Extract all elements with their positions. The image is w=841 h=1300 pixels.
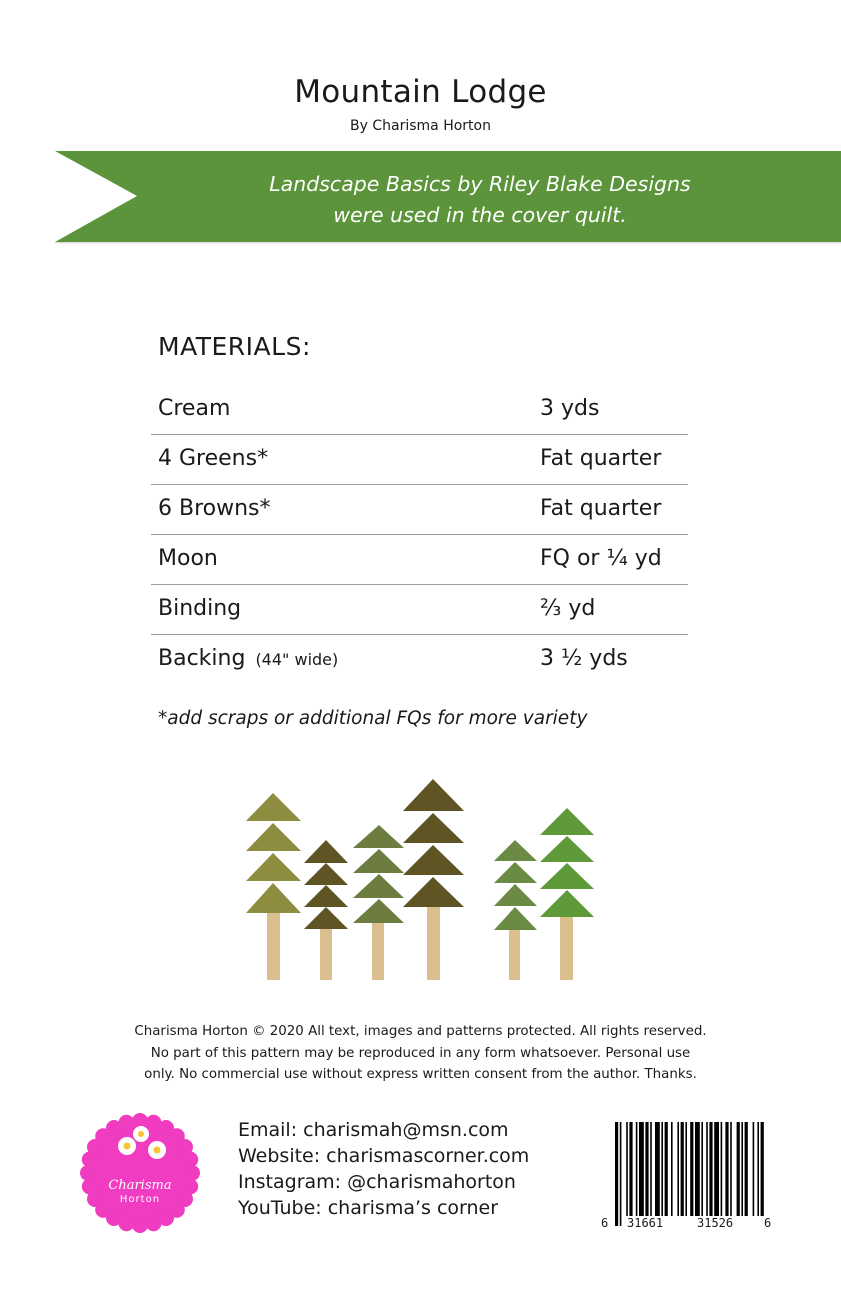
table-row — [151, 585, 688, 635]
barcode-bar — [685, 1122, 687, 1216]
material-name: Moon — [158, 546, 218, 571]
barcode-bar — [690, 1122, 693, 1216]
contact-info — [238, 1117, 529, 1221]
fabric-banner — [55, 151, 841, 244]
barcode-bar — [655, 1122, 660, 1216]
material-name-text: Backing — [158, 646, 246, 671]
table-row — [151, 535, 688, 585]
tree-2 — [304, 840, 348, 980]
barcode-bar — [639, 1122, 644, 1216]
barcode-bar — [745, 1122, 748, 1216]
copyright-line-3: only. No commercial use without express written consent from the author. Thanks. — [144, 1067, 697, 1082]
barcode-bar — [677, 1122, 679, 1216]
material-amount: Fat quarter — [540, 446, 662, 471]
copyright-line-1: Charisma Horton © 2020 All text, images and patterns protected. All rights reserved. — [134, 1024, 707, 1039]
barcode-bar — [636, 1122, 638, 1216]
logo-name: Charisma — [108, 1178, 172, 1193]
scalloped-badge-icon — [79, 1112, 201, 1234]
trees-illustration — [240, 775, 600, 980]
barcode-lead-digit: 6 — [601, 1216, 609, 1230]
barcode-bar — [714, 1122, 719, 1216]
barcode-bar — [741, 1122, 743, 1216]
page-title: Mountain Lodge — [294, 74, 547, 110]
table-row — [151, 485, 688, 535]
barcode-bar — [626, 1122, 628, 1216]
tree-3 — [353, 825, 404, 980]
barcode-bar — [725, 1122, 728, 1216]
barcode-bar — [757, 1122, 759, 1216]
material-amount: 3 yds — [540, 396, 600, 421]
contact-email[interactable]: Email: charismah@msn.com — [238, 1119, 509, 1141]
barcode-bar — [695, 1122, 700, 1216]
table-row — [151, 635, 688, 685]
contact-youtube[interactable]: YouTube: charisma’s corner — [238, 1197, 499, 1219]
material-amount: FQ or ¼ yd — [540, 546, 662, 571]
barcode-digits — [600, 1216, 775, 1232]
barcode-bar — [615, 1122, 618, 1226]
barcode-bar — [709, 1122, 712, 1216]
materials-table — [151, 385, 688, 685]
author-byline: By Charisma Horton — [350, 118, 491, 134]
banner-line-1: Landscape Basics by Riley Blake Designs — [269, 172, 691, 196]
table-row — [151, 385, 688, 435]
barcode-bar — [721, 1122, 723, 1216]
material-name: 6 Browns* — [158, 496, 271, 521]
tree-1 — [246, 793, 301, 980]
barcode-group-2: 31526 — [697, 1216, 734, 1230]
barcode-bar — [681, 1122, 684, 1216]
table-row — [151, 435, 688, 485]
barcode-bar — [620, 1122, 622, 1226]
material-amount: ⅔ yd — [540, 596, 596, 621]
barcode-bar — [706, 1122, 708, 1216]
copyright-notice — [0, 1021, 841, 1086]
material-name: Cream — [158, 396, 231, 421]
material-amount: 3 ½ yds — [540, 646, 628, 671]
brand-logo — [79, 1112, 201, 1234]
pine-trees-illustration — [240, 775, 600, 980]
material-amount: Fat quarter — [540, 496, 662, 521]
material-note: (44" wide) — [255, 650, 339, 669]
barcode-bar — [645, 1122, 648, 1216]
barcode-bar — [629, 1122, 632, 1216]
barcode-bar — [665, 1122, 668, 1216]
material-name — [158, 646, 338, 671]
material-name: Binding — [158, 596, 242, 621]
tree-6 — [540, 808, 594, 980]
contact-website[interactable]: Website: charismascorner.com — [238, 1145, 530, 1167]
barcode-bar — [650, 1122, 652, 1216]
barcode-bar — [701, 1122, 703, 1226]
barcode-bar — [671, 1122, 673, 1216]
barcode-group-1: 31661 — [627, 1216, 664, 1230]
barcode-check-digit: 6 — [764, 1216, 772, 1230]
barcode-bar — [661, 1122, 663, 1216]
materials-heading: MATERIALS: — [158, 332, 311, 361]
copyright-line-2: No part of this pattern may be reproduced in any form whatsoever. Personal use — [150, 1045, 691, 1061]
materials-footnote: *add scraps or additional FQs for more variety — [158, 708, 588, 729]
barcode-bar — [761, 1122, 764, 1216]
tree-5 — [494, 840, 537, 980]
banner-line-2: were used in the cover quilt. — [333, 203, 627, 227]
barcode-bar — [737, 1122, 740, 1216]
logo-surname: Horton — [119, 1194, 161, 1205]
contact-instagram[interactable]: Instagram: @charismahorton — [238, 1171, 516, 1193]
tree-4 — [403, 779, 464, 980]
material-name: 4 Greens* — [158, 446, 269, 471]
barcode-bar — [753, 1122, 755, 1216]
barcode-bar — [730, 1122, 732, 1216]
